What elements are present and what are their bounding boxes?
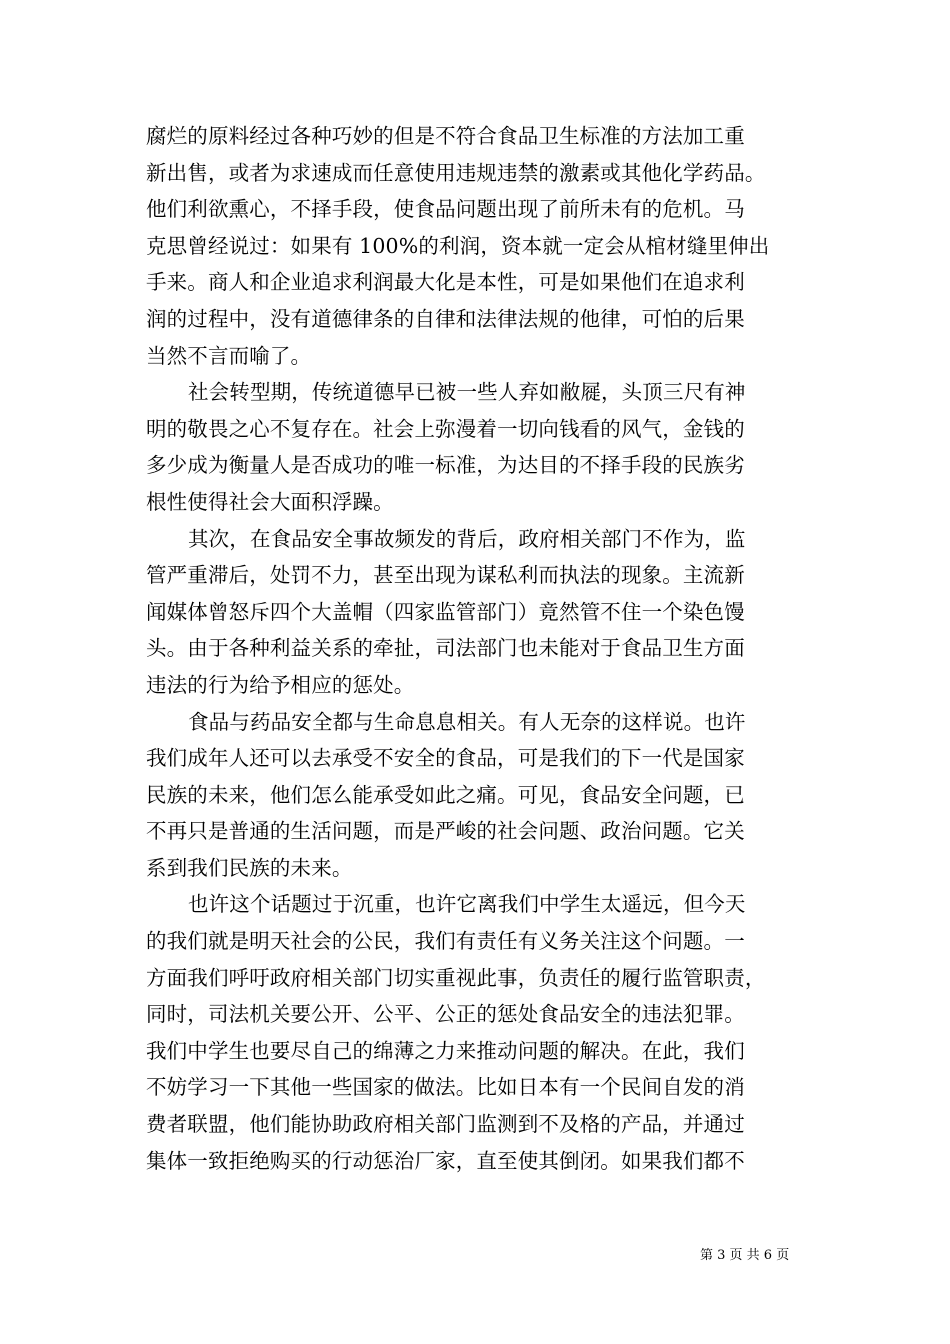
text-line: 腐烂的原料经过各种巧妙的但是不符合食品卫生标准的方法加工重 <box>146 124 745 148</box>
text-line: 克思曾经说过：如果有 100%的利润，资本就一定会从棺材缝里伸出 <box>146 233 770 258</box>
body-text <box>146 118 800 1179</box>
text-line: 我们中学生也要尽自己的绵薄之力来推动问题的解决。在此，我们 <box>146 1038 745 1063</box>
text-line: 管严重滞后，处罚不力，甚至出现为谋私利而执法的现象。主流新 <box>146 563 745 588</box>
paragraph <box>146 118 800 374</box>
text-line: 头。由于各种利益关系的牵扯，司法部门也未能对于食品卫生方面 <box>146 636 745 661</box>
text-line: 不再只是普通的生活问题，而是严峻的社会问题、政治问题。它关 <box>146 819 745 844</box>
text-line: 新出售，或者为求速成而任意使用违规违禁的激素或其他化学药品。 <box>146 160 766 185</box>
text-line: 集体一致拒绝购买的行动惩治厂家，直至使其倒闭。如果我们都不 <box>146 1148 745 1173</box>
text-line: 根性使得社会大面积浮躁。 <box>146 489 394 514</box>
text-line: 方面我们呼吁政府相关部门切实重视此事，负责任的履行监管职责， <box>146 965 766 990</box>
text-line: 不妨学习一下其他一些国家的做法。比如日本有一个民间自发的消 <box>146 1075 745 1100</box>
page-footer: 第 3 页 共 6 页 <box>700 1248 790 1263</box>
text-line: 多少成为衡量人是否成功的唯一标准，为达目的不择手段的民族劣 <box>146 453 745 478</box>
text-line: 民族的未来，他们怎么能承受如此之痛。可见，食品安全问题，已 <box>146 782 745 807</box>
text-line: 润的过程中，没有道德律条的自律和法律法规的他律，可怕的后果 <box>146 306 745 331</box>
text-line: 他们利欲熏心，不择手段，使食品问题出现了前所未有的危机。马 <box>146 197 745 222</box>
text-line: 同时，司法机关要公开、公平、公正的惩处食品安全的违法犯罪。 <box>146 1002 745 1027</box>
text-line: 我们成年人还可以去承受不安全的食品，可是我们的下一代是国家 <box>146 746 745 771</box>
text-line: 费者联盟，他们能协助政府相关部门监测到不及格的产品，并通过 <box>146 1112 745 1137</box>
paragraph <box>146 704 800 887</box>
text-line: 食品与药品安全都与生命息息相关。有人无奈的这样说。也许 <box>188 709 746 734</box>
text-line: 违法的行为给予相应的惩处。 <box>146 672 415 697</box>
text-line: 手来。商人和企业追求利润最大化是本性，可是如果他们在追求利 <box>146 270 745 295</box>
text-line: 明的敬畏之心不复存在。社会上弥漫着一切向钱看的风气，金钱的 <box>146 416 745 441</box>
text-line: 当然不言而喻了。 <box>146 343 312 368</box>
paragraph <box>146 374 800 520</box>
text-line: 系到我们民族的未来。 <box>146 855 353 880</box>
text-line: 的我们就是明天社会的公民，我们有责任有义务关注这个问题。一 <box>146 929 745 954</box>
text-line: 闻媒体曾怒斥四个大盖帽（四家监管部门）竟然管不住一个染色馒 <box>146 599 745 624</box>
text-line: 其次，在食品安全事故频发的背后，政府相关部门不作为，监 <box>188 526 746 551</box>
text-line: 也许这个话题过于沉重，也许它离我们中学生太遥远，但今天 <box>188 892 746 917</box>
paragraph <box>146 886 800 1179</box>
text-line: 社会转型期，传统道德早已被一些人弃如敝屣，头顶三尺有神 <box>188 380 746 405</box>
paragraph <box>146 521 800 704</box>
